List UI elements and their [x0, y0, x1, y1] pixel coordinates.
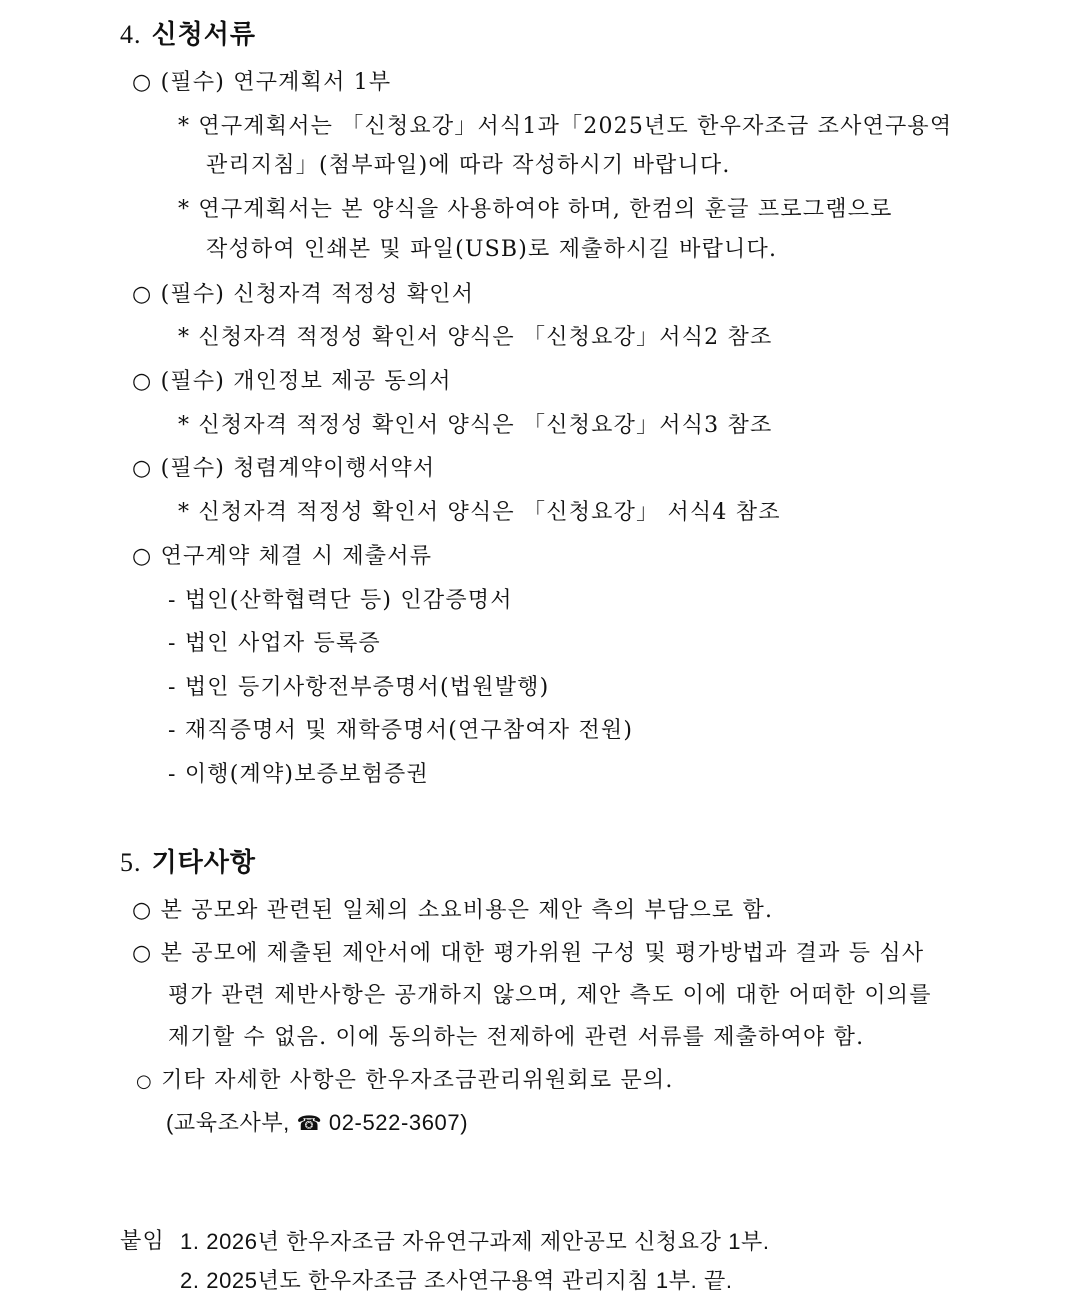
item-text: (필수) 개인정보 제공 동의서: [160, 369, 452, 394]
item-text: 신청자격 적정성 확인서 양식은 「신청요강」 서식4 참조: [198, 500, 781, 525]
section-5-heading: [120, 846, 256, 880]
asterisk-bullet: *: [178, 197, 191, 222]
contact-number: 02-522-3607): [322, 1110, 469, 1135]
item-text: 신청자격 적정성 확인서 양식은 「신청요강」서식3 참조: [198, 413, 773, 438]
attachments-label: 붙임: [120, 1229, 165, 1254]
list-item: [132, 367, 452, 397]
item-text: 신청자격 적정성 확인서 양식은 「신청요강」서식2 참조: [198, 325, 773, 350]
list-item: [132, 542, 432, 572]
list-item: [168, 586, 513, 616]
list-item-continuation: [206, 235, 777, 265]
dash-bullet: -: [168, 718, 177, 743]
item-text: (필수) 신청자격 적정성 확인서: [160, 282, 475, 307]
item-text: 법인(산학협력단 등) 인감증명서: [184, 588, 513, 613]
contact-line: [166, 1108, 468, 1138]
dash-bullet: -: [168, 675, 177, 700]
list-item: [178, 112, 952, 142]
item-text: 본 공모와 관련된 일체의 소요비용은 제안 측의 부담으로 함.: [160, 898, 774, 923]
item-text: 연구계획서는 본 양식을 사용하여야 하며, 한컴의 훈글 프로그램으로: [198, 197, 893, 222]
attachment-item: 1. 2026년 한우자조금 자유연구과제 제안공모 신청요강 1부.: [180, 1229, 770, 1254]
section-5-title: 기타사항: [151, 848, 257, 878]
item-text: 관리지침」(첨부파일)에 따라 작성하시기 바랍니다.: [206, 153, 731, 178]
list-item-continuation: [206, 151, 731, 181]
item-text: (필수) 연구계획서 1부: [160, 70, 392, 95]
asterisk-bullet: *: [178, 114, 191, 139]
list-item-continuation: [168, 1023, 864, 1053]
circle-bullet: ○: [132, 898, 153, 923]
list-item: [178, 323, 772, 353]
list-item: [168, 673, 549, 703]
item-text: (필수) 청렴계약이행서약서: [160, 456, 436, 481]
section-4-number: 4.: [120, 20, 142, 49]
circle-bullet: ○: [132, 70, 153, 95]
small-circle-bullet: ○: [136, 1071, 153, 1092]
asterisk-bullet: *: [178, 413, 191, 438]
circle-bullet: ○: [132, 544, 153, 569]
section-5-number: 5.: [120, 848, 142, 877]
circle-bullet: ○: [132, 941, 153, 966]
list-item: [178, 498, 781, 528]
item-text: 법인 사업자 등록증: [184, 631, 381, 656]
dash-bullet: -: [168, 588, 177, 613]
section-4-title: 신청서류: [151, 20, 257, 50]
asterisk-bullet: *: [178, 325, 191, 350]
item-text: 기타 자세한 사항은 한우자조금관리위원회로 문의.: [161, 1068, 674, 1093]
section-4-heading: [120, 18, 256, 52]
item-text: 연구계획서는 「신청요강」서식1과「2025년도 한우자조금 조사연구용역: [198, 114, 953, 139]
list-item: [168, 716, 633, 746]
list-item: [132, 280, 474, 310]
list-item: [168, 760, 429, 790]
circle-bullet: ○: [132, 282, 153, 307]
item-text: 제기할 수 없음. 이에 동의하는 전제하에 관련 서류를 제출하여야 함.: [168, 1025, 865, 1050]
attachment-item: 2. 2025년도 한우자조금 조사연구용역 관리지침 1부. 끝.: [180, 1268, 733, 1293]
list-item-continuation: [168, 981, 932, 1011]
list-item: [132, 454, 435, 484]
list-item: [178, 195, 893, 225]
list-item: [168, 629, 381, 659]
list-item: [132, 68, 391, 98]
item-text: 이행(계약)보증보험증권: [184, 762, 429, 787]
list-item: [136, 1066, 674, 1097]
item-text: 연구계약 체결 시 제출서류: [160, 544, 433, 569]
list-item: [132, 939, 924, 969]
circle-bullet: ○: [132, 456, 153, 481]
item-text: 평가 관련 제반사항은 공개하지 않으며, 제안 측도 이에 대한 어떠한 이의를: [168, 983, 932, 1008]
dash-bullet: -: [168, 762, 177, 787]
phone-icon: ☎: [296, 1111, 323, 1135]
item-text: 재직증명서 및 재학증명서(연구참여자 전원): [184, 718, 634, 743]
dash-bullet: -: [168, 631, 177, 656]
list-item: [132, 896, 773, 926]
circle-bullet: ○: [132, 369, 153, 394]
item-text: 작성하여 인쇄본 및 파일(USB)로 제출하시길 바랍니다.: [206, 237, 778, 262]
item-text: 본 공모에 제출된 제안서에 대한 평가위원 구성 및 평가방법과 결과 등 심사: [160, 941, 925, 966]
contact-prefix: (교육조사부,: [166, 1110, 297, 1135]
item-text: 법인 등기사항전부증명서(법원발행): [184, 675, 550, 700]
list-item: [178, 411, 772, 441]
asterisk-bullet: *: [178, 500, 191, 525]
